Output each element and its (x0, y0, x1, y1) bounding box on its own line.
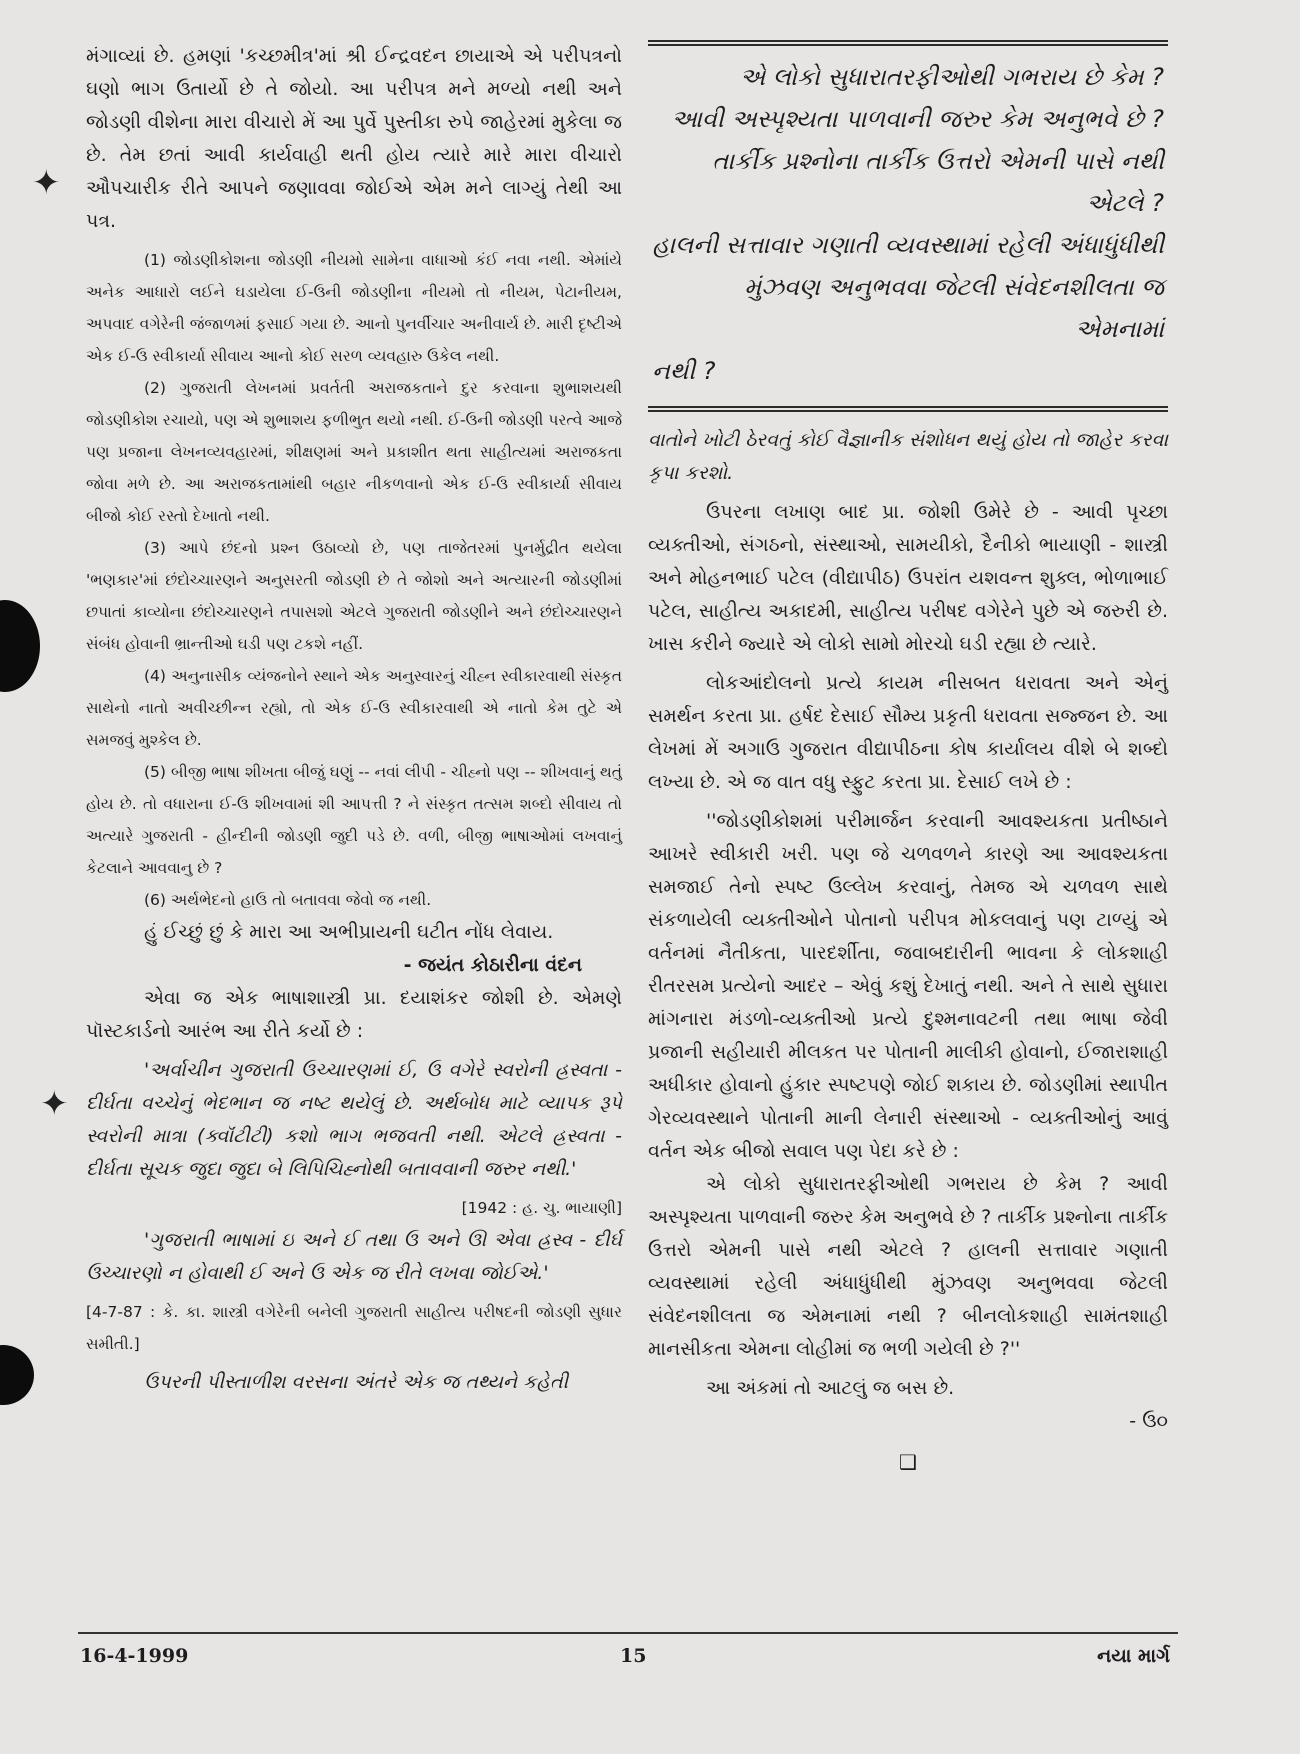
point-5-paragraph: (5) બીજી ભાષા શીખતા બીજું ઘણું -- નવાં લીપી - ચીહ્નો પણ -- શીખવાનું થતું હોય છે. તો વધારાના ઈ-ઉ શીખવામાં શી આપત્તી ? ને સંસ્કૃત તત્સમ શબ્દો સીવાય તો અત્યારે ગુજરાતી - હીન્દીની જોડણી જુદી પડે છે. વળી, બીજી ભાષાઓમાં લખવાનું કેટલાને આવવાનુ છે ? (86, 763, 622, 877)
closing-line: હું ઈચ્છું છું કે મારા આ અભીપ્રાયની ઘટીત નોંધ લેવાય. (144, 921, 554, 943)
pull-quote-line: હાલની સત્તાવાર ગણાતી વ્યવસ્થામાં રહેલી અંધાધુંધીથી (652, 231, 1164, 259)
footer-page-number: 15 (620, 1645, 647, 1667)
point-3-paragraph: (3) આપે છંદનો પ્રશ્ન ઉઠાવ્યો છે, પણ તાજેતરમાં પુનર્મુદ્રીત થયેલા 'ભણકાર'માં છંદોચ્ચારણને અનુસરતી જોડણી છે તે જોશો અને અત્યારની જોડણીમાં છપાતાં કાવ્યોના છંદોચ્ચારણને તપાસશો એટલે ગુજરાતી જોડણીને અને છંદોચ્ચારણને સંબંધ હોવાની ભ્રાન્તીઓ ઘડી પણ ટકશે નહીં. (86, 539, 622, 653)
joshi-paragraph: ઉપરના લખાણ બાદ પ્રા. જોશી ઉમેરે છે - આવી પૃચ્છા વ્યક્તીઓ, સંગઠનો, સંસ્થાઓ, સામયીકો, દૈનીકો ભાયાણી - શાસ્ત્રી અને મોહનભાઈ પટેલ (વીદ્યાપીઠ) ઉપરાંત યશવન્ત શુક્લ, ભોળાભાઈ પટેલ, સાહીત્ય અકાદમી, સાહીત્ય પરીષદ વગેરેને પુછે એ જરુરી છે. ખાસ કરીને જ્યારે એ લોકો સામો મોરચો ઘડી રહ્યા છે ત્યારે. (648, 501, 1168, 655)
final-line: ઉપરની પીસ્તાળીશ વરસના અંતરે એક જ તથ્યને કહેતી (144, 1371, 569, 1393)
intro-paragraph: મંગાવ્યાં છે. હમણાં 'કચ્છમીત્ર'માં શ્રી ઈન્દ્રવદન છાયાએ એ પરીપત્રનો ઘણો ભાગ ઉતાર્યો છે તે જોયો. આ પરીપત્ર મને મળ્યો નથી અને જોડણી વીશેના મારા વીચારો મેં આ પુર્વે પુસ્તીકા રુપે જાહેરમાં મુકેલા જ છે. તેમ છતાં આવી કાર્યવાહી થતી હોય ત્યારે મારે મારા વીચારો ઔપચારીક રીતે આપને જણાવવા જોઈએ એમ મને લાગ્યું તેથી આ પત્ર. (86, 45, 622, 232)
margin-star-mark: ✦ (40, 1084, 69, 1124)
desai-quote-paragraph: ''જોડણીકોશમાં પરીમાર્જન કરવાની આવશ્યકતા પ્રતીષ્ઠાને આખરે સ્વીકારી ખરી. પણ જે ચળવળને કારણે આ આવશ્યકતા સમજાઈ તેનો સ્પષ્ટ ઉલ્લેખ કરવાનું, તેમજ એ ચળવળ સાથે સંકળાયેલી વ્યક્તીઓને પોતાનો પરીપત્ર મોકલવાનું પણ ટાળ્યું એ વર્તનમાં નૈતીકતા, પારદર્શીતા, જવાબદારીની ભાવના કે લોકશાહી રીતરસમ પ્રત્યેનો આદર – એવું કશું દેખાતું નથી. અને તે સાથે સુધારા માંગનારા મંડળો-વ્યક્તીઓ પ્રત્યે દુશ્મનાવટની તથા ભાષા જેવી પ્રજાની સહીયારી મીલકત પર પોતાની માલીકી હોવાનો, ઈજારાશાહી અધીકાર હોવાનો હુંકાર સ્પષ્ટપણે જોઈ શકાય છે. જોડણીમાં સ્થાપીત ગેરવ્યવસ્થાને પોતાની માની લેનારી સંસ્થાઓ - વ્યક્તીઓનું આવું વર્તન એક બીજો સવાલ પણ પેદા કરે છે : (648, 810, 1168, 1162)
conclusion-line: આ અંકમાં તો આટલું જ બસ છે. (706, 1377, 955, 1399)
pull-quote-line: મુંઝવણ અનુભવવા જેટલી સંવેદનશીલતા જ એમનામાં (744, 273, 1164, 343)
footer-date: 16-4-1999 (80, 1645, 189, 1667)
margin-star-mark: ✦ (32, 163, 61, 203)
binding-hole-mark (0, 1345, 34, 1405)
pull-quote-line: તાર્કીક પ્રશ્નોના તાર્કીક ઉત્તરો એમની પાસે નથી એટલે ? (712, 147, 1164, 217)
footer-rule (78, 1632, 1178, 1634)
citation-2: [4-7-87 : કે. કા. શાસ્ત્રી વગેરેની બનેલી ગુજરાતી સાહીત્ય પરીષદની જોડણી સુધાર સમીતી.] (86, 1303, 622, 1353)
continuation-paragraph: વાતોને ખોટી ઠેરવતું કોઈ વૈજ્ઞાનીક સંશોધન થયું હોય તો જાહેર કરવા કૃપા કરશો. (648, 429, 1168, 484)
quote-2-paragraph: 'ગુજરાતી ભાષામાં ઇ અને ઈ તથા ઉ અને ઊ એવા હ્રસ્વ - દીર્ઘ ઉચ્ચારણો ન હોવાથી ઈ અને ઉ એક જ રીતે લખવા જોઈએ.' (86, 1229, 622, 1284)
pull-quote-line: નથી ? (652, 357, 716, 385)
pull-quote-line: એ લોકો સુધારાતરફીઓથી ગભરાય છે કેમ ? (739, 63, 1164, 91)
pull-quote-line: આવી અસ્પૃશ્યતા પાળવાની જરુર કેમ અનુભવે છે ? (671, 105, 1164, 133)
binding-hole-mark (0, 600, 40, 692)
signature-line: - જયંત કોઠારીના વંદન (403, 954, 582, 976)
left-column (86, 40, 622, 1399)
point-4-paragraph: (4) અનુનાસીક વ્યંજનોને સ્થાને એક અનુસ્વારનું ચીહ્ન સ્વીકારવાથી સંસ્કૃત સાથેનો નાતો અવીચ્છીન્ન રહ્યો, તો એક ઈ-ઉ સ્વીકારવાથી એ નાતો કેમ તુટે એ સમજવું મુશ્કેલ છે. (86, 667, 622, 749)
author-mark: - ઉ૦ (1129, 1410, 1168, 1432)
point-6-paragraph: (6) અર્થભેદનો હાઉ તો બતાવવા જેવો જ નથી. (144, 891, 432, 909)
quote-1-paragraph: 'અર્વાચીન ગુજરાતી ઉચ્ચારણમાં ઈ, ઉ વગેરે સ્વરોની હ્રસ્વતા - દીર્ઘતા વચ્ચેનું ભેદભાન જ નષ્ટ થયેલું છે. અર્થબોધ માટે વ્યાપક રૂપે સ્વરોની માત્રા (ક્વૉંટીટી) કશો ભાગ ભજવતી નથી. એટલે હ્રસ્વતા - દીર્ઘતા સૂચક જુદા જુદા બે લિપિચિહ્નોથી બતાવવાની જરુર નથી.' (86, 1059, 622, 1180)
footer-publication-name: નયા માર્ગ (1097, 1645, 1170, 1667)
end-of-article-mark: ❑ (899, 1450, 917, 1474)
desai-quote-end-paragraph: એ લોકો સુધારાતરફીઓથી ગભરાય છે કેમ ? આવી અસ્પૃશ્યતા પાળવાની જરુર કેમ અનુભવે છે ? તાર્કીક પ્રશ્નોના તાર્કીક ઉત્તરો એમની પાસે નથી એટલે ? હાલની સત્તાવાર ગણાતી વ્યવસ્થામાં રહેલી અંધાધુંધીથી મુંઝવણ અનુભવવા જેટલી સંવેદનશીલતા જ એમનામાં નથી ? બીનલોકશાહી સામંતશાહી માનસીકતા એમના લોહીમાં જ ભળી ગયેલી છે ?'' (648, 1173, 1168, 1360)
dayashankar-intro-paragraph: એવા જ એક ભાષાશાસ્ત્રી પ્રા. દયાશંકર જોશી છે. એમણે પૉસ્ટકાર્ડનો આરંભ આ રીતે કર્યો છે : (86, 987, 622, 1042)
right-column (648, 40, 1168, 1474)
pull-quote-box (648, 40, 1168, 412)
point-2-paragraph: (2) ગુજરાતી લેખનમાં પ્રવર્તતી અરાજકતાને દુર કરવાના શુભાશયથી જોડણીકોશ રચાયો, પણ એ શુભાશય ફળીભુત થયો નથી. ઈ-ઉની જોડણી પરત્વે આજે પણ પ્રજાના લેખનવ્યવહારમાં, શીક્ષણમાં અને પ્રકાશીત થતા સાહીત્યમાં અરાજકતા જોવા મળે છે. આ અરાજકતામાંથી બહાર નીકળવાનો એક ઈ-ઉ સ્વીકાર્યા સીવાય બીજો કોઈ રસ્તો દેખાતો નથી. (86, 379, 622, 525)
point-1-paragraph: (1) જોડણીકોશના જોડણી નીયમો સામેના વાધાઓ કંઈ નવા નથી. એમાંયે અનેક આધારો લઈને ઘડાયેલા ઈ-ઉની જોડણીના નીયમો તો નીયમ, પેટાનીયમ, અપવાદ વગેરેની જંજાળમાં ફસાઈ ગયા છે. આનો પુનર્વીચાર અનીવાર્ય છે. મારી દૃષ્ટીએ એક ઈ-ઉ સ્વીકાર્યા સીવાય આનો કોઈ સરળ વ્યવહારુ ઉકેલ નથી. (86, 251, 622, 365)
desai-paragraph: લોકઆંદોલનો પ્રત્યે કાયમ નીસબત ધરાવતા અને એનું સમર્થન કરતા પ્રા. હર્ષદ દેસાઈ સૌમ્ય પ્રકૃતી ધરાવતા સજ્જન છે. આ લેખમાં મેં અગાઉ ગુજરાત વીદ્યાપીઠના કોષ કાર્યાલય વીશે બે શબ્દો લખ્યા છે. એ જ વાત વધુ સ્ફુટ કરતા પ્રા. દેસાઈ લખે છે : (648, 672, 1168, 793)
citation-1: [1942 : હ. ચુ. ભાયાણી] (461, 1199, 622, 1217)
